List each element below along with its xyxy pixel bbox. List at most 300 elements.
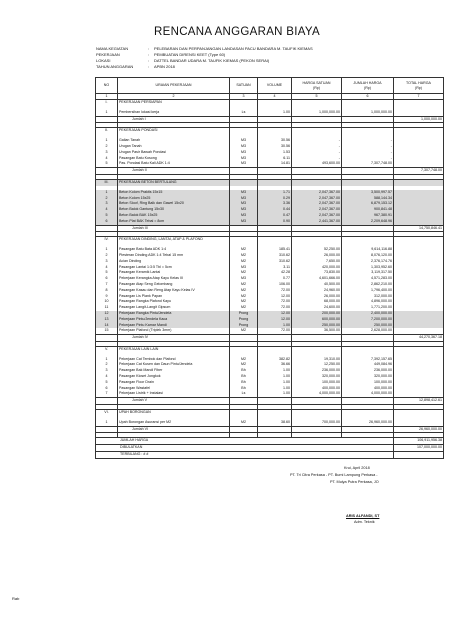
item-description: Pekerjaan Listrik + Instalasi: [118, 391, 230, 397]
subtotal-value: 14,750,846.41: [394, 225, 444, 232]
item-number: 4: [96, 374, 118, 380]
item-amount: 6,879,153.12: [342, 201, 394, 207]
item-volume: 1.00: [258, 391, 292, 397]
item-description: Pasangan Kloset Jongkok: [118, 374, 230, 380]
item-description: Pasangan Batu Bata ADK 1:4: [118, 247, 230, 253]
item-unit-price: 2,047,367.00: [292, 190, 342, 196]
item-unit: Prong: [230, 317, 258, 323]
item-unit: M2: [230, 288, 258, 294]
item-number: 7: [96, 391, 118, 397]
item-number: 13: [96, 317, 118, 323]
empty-cell: [292, 335, 342, 342]
subtotal-label: Jumlah II: [118, 168, 230, 175]
section-title: PEKERJAAN LAIN LAIN: [118, 346, 230, 352]
empty-cell: [342, 225, 394, 232]
item-description: Pasangan Floor Drain: [118, 380, 230, 386]
item-number: 3: [96, 259, 118, 265]
item-unit-price: 26,000.00: [292, 294, 342, 300]
item-number: 1: [96, 420, 118, 426]
item-description: Pekerjaan Plafond (Triplek 3mm): [118, 328, 230, 334]
item-description: Beton Kolom 15x25: [118, 196, 230, 202]
item-unit: M2: [230, 362, 258, 368]
item-volume: 12.00: [258, 317, 292, 323]
item-number: 9: [96, 294, 118, 300]
empty-cell: [96, 335, 118, 342]
item-unit: M3: [230, 201, 258, 207]
empty-cell: [258, 398, 292, 405]
item-number: 1: [96, 357, 118, 363]
item-amount: 2,400,000.00: [342, 311, 394, 317]
item-unit: M3: [230, 150, 258, 156]
document-title: RENCANA ANGGARAN BIAYA: [154, 26, 320, 38]
item-unit-price: 36,500.00: [292, 328, 342, 334]
item-volume: 0.77: [258, 276, 292, 282]
item-amount: 2,376,174.76: [342, 259, 394, 265]
item-number: 8: [96, 288, 118, 294]
meta-value: DATTEL BANDAR UDARA M. TAUFIK KIEMAS (PEKON SERAI): [154, 58, 270, 63]
empty-cell: [258, 225, 292, 232]
empty-cell: [342, 335, 394, 342]
subtotal-value: 1,000,000.00: [394, 116, 444, 123]
item-number: 10: [96, 299, 118, 305]
item-volume: 0.47: [258, 213, 292, 219]
footer-label: Rab: [12, 596, 20, 601]
item-volume: 72.00: [258, 328, 292, 334]
item-unit-price: 700,000.00: [292, 420, 342, 426]
item-unit: Bh: [230, 380, 258, 386]
item-number: 3: [96, 201, 118, 207]
empty-cell: [292, 168, 342, 175]
item-unit: Bh: [230, 386, 258, 392]
item-number: 2: [96, 144, 118, 150]
item-description: Beton Balok BAK 15x25: [118, 213, 230, 219]
item-amount: 320,000.00: [342, 374, 394, 380]
item-unit-price: 52,250.00: [292, 247, 342, 253]
item-amount: 4,571,283.00: [342, 276, 394, 282]
item-unit: M3: [230, 265, 258, 271]
item-unit-price: 2,441,367.00: [292, 219, 342, 225]
item-description: Pembersihan lokasi kerja: [118, 110, 230, 116]
subtotal-row: [96, 225, 444, 232]
header-total-harga: TOTAL HARGA (Rp): [394, 78, 444, 94]
empty-cell: [292, 398, 342, 405]
empty-cell: [96, 116, 118, 123]
item-number: 5: [96, 161, 118, 167]
empty-cell: [258, 116, 292, 123]
column-number: 2: [118, 94, 230, 100]
item-volume: 14.81: [258, 161, 292, 167]
meta-key: LOKASI: [96, 58, 111, 63]
item-number: 11: [96, 305, 118, 311]
section-title: PEKERJAAN DINDING, LANTAI, ATAP & PLAFOND: [118, 237, 230, 243]
item-volume: 72.00: [258, 288, 292, 294]
empty-cell: [230, 116, 258, 123]
grand-total-row: [96, 452, 444, 459]
item-volume: 1.00: [258, 323, 292, 329]
item-amount: 100,000.00: [342, 380, 394, 386]
section-number: IV.: [96, 237, 118, 243]
item-amount: 449,084.96: [342, 362, 394, 368]
header-volume: VOLUME: [258, 78, 292, 94]
meta-key: NAMA KEGIATAN: [96, 46, 129, 51]
item-number: 5: [96, 213, 118, 219]
empty-cell: [230, 225, 258, 232]
item-amount: 9,614,116.88: [342, 247, 394, 253]
item-number: 14: [96, 323, 118, 329]
empty-cell: [342, 116, 394, 123]
meta-value: PELEBARAN DAN PERPANJANGAN LANDASAN PACU BANDARA M. TAUFIK KIEMAS: [154, 46, 313, 51]
subtotal-row: [96, 398, 444, 405]
item-unit-price: 1,000,000.00: [292, 110, 342, 116]
item-unit-price: 400,000.00: [292, 386, 342, 392]
subtotal-row: [96, 168, 444, 175]
item-number: 2: [96, 196, 118, 202]
subtotal-label: Jumlah IV: [118, 335, 230, 342]
empty-cell: [258, 426, 292, 433]
item-volume: 42.28: [258, 270, 292, 276]
item-amount: 2,628,000.00: [342, 328, 394, 334]
subtotal-value: 44,270,367.18: [394, 335, 444, 342]
item-volume: 36.66: [258, 362, 292, 368]
empty-cell: [342, 168, 394, 175]
item-volume: 1.00: [258, 380, 292, 386]
item-number: 15: [96, 328, 118, 334]
item-unit-price: 19,310.00: [292, 357, 342, 363]
item-unit: M3: [230, 138, 258, 144]
item-description: Beton Sloof, Ring Balk dan Gawel 15x20: [118, 201, 230, 207]
empty-cell: [342, 398, 394, 405]
meta-row: [96, 64, 313, 70]
item-number: 5: [96, 270, 118, 276]
item-unit: M3: [230, 156, 258, 162]
meta-colon: :: [148, 58, 150, 63]
item-number: 1: [96, 190, 118, 196]
column-number: 6: [342, 94, 394, 100]
item-number: 4: [96, 156, 118, 162]
column-number: 1: [96, 94, 118, 100]
item-unit: M2: [230, 282, 258, 288]
item-volume: 1.53: [258, 150, 292, 156]
item-number: 1: [96, 247, 118, 253]
item-volume: 12.00: [258, 311, 292, 317]
item-description: Pasangan Wastafel: [118, 386, 230, 392]
grand-total-value: 107,000,000.00: [394, 445, 444, 452]
item-unit: M2: [230, 420, 258, 426]
item-number: 4: [96, 207, 118, 213]
item-unit: M2: [230, 294, 258, 300]
item-description: Urugan Tanah: [118, 144, 230, 150]
empty-cell: [230, 335, 258, 342]
item-unit: M2: [230, 259, 258, 265]
item-unit-price: 236,000.00: [292, 368, 342, 374]
item-volume: 106.00: [258, 282, 292, 288]
section-title: PEKERJAAN PONDASI: [118, 128, 230, 134]
item-number: 6: [96, 386, 118, 392]
subtotal-value: 7,307,748.00: [394, 168, 444, 175]
item-unit-price: 420,000.00: [292, 265, 342, 271]
item-unit-price: 73,830.00: [292, 270, 342, 276]
item-amount: 900,841.48: [342, 207, 394, 213]
item-unit: Bh: [230, 374, 258, 380]
item-volume: 0.29: [258, 196, 292, 202]
empty-cell: [96, 398, 118, 405]
item-description: Pasangan Bak Mandi Fiber: [118, 368, 230, 374]
item-description: Pasangan Atap Seng Gelombang: [118, 282, 230, 288]
item-description: Beton Kolom Praktis 15x15: [118, 190, 230, 196]
item-description: Upah Borongan Asuransi per M2: [118, 420, 230, 426]
empty-cell: [342, 426, 394, 433]
item-amount: 7,392,157.65: [342, 357, 394, 363]
header-harga-satuan: HARGA SATUAN (Rp): [292, 78, 342, 94]
item-unit: M3: [230, 190, 258, 196]
empty-cell: [258, 168, 292, 175]
item-unit-price: 2,047,367.00: [292, 201, 342, 207]
item-unit-price: 493,600.00: [292, 161, 342, 167]
item-description: Pekerjaan Pintu Kamar Mandi: [118, 323, 230, 329]
section-title: PEKERJAAN BETON BERTULANG: [118, 179, 230, 185]
item-volume: 1.00: [258, 386, 292, 392]
item-unit-price: 100,000.00: [292, 380, 342, 386]
meta-colon: :: [148, 64, 150, 69]
item-description: Plesteran Dinding ADK 1:4 Tebal 15 mm: [118, 253, 230, 259]
item-description: Beton Plat BAK Tebal = 8cm: [118, 219, 230, 225]
item-amount: 3,500,997.57: [342, 190, 394, 196]
item-unit: M3: [230, 207, 258, 213]
item-unit-price: 24,960.00: [292, 288, 342, 294]
item-description: Acian Dinding: [118, 259, 230, 265]
meta-colon: :: [148, 46, 150, 51]
item-number: 3: [96, 150, 118, 156]
item-unit-price: 600,000.00: [292, 317, 342, 323]
signature-position: Adm. Teknik: [354, 520, 375, 524]
item-volume: 0.90: [258, 219, 292, 225]
item-number: 2: [96, 362, 118, 368]
item-amount: 400,000.00: [342, 386, 394, 392]
item-amount: 4,000,000.00: [342, 391, 394, 397]
header-no: NO: [96, 78, 118, 94]
column-number: 3: [230, 94, 258, 100]
item-unit: Ls: [230, 391, 258, 397]
item-unit-price: 250,000.00: [292, 323, 342, 329]
empty-cell: [96, 426, 118, 433]
item-amount: 312,000.00: [342, 294, 394, 300]
section-number: V.: [96, 346, 118, 352]
item-unit: Ls: [230, 110, 258, 116]
header-satuan: SATUAN: [230, 78, 258, 94]
section-number: I.: [96, 100, 118, 106]
item-unit: M2: [230, 270, 258, 276]
item-unit: Prong: [230, 311, 258, 317]
item-volume: 185.41: [258, 247, 292, 253]
item-number: 7: [96, 282, 118, 288]
meta-key: PEKERJAAN: [96, 52, 120, 57]
item-amount: -: [342, 144, 394, 150]
item-volume: 1.00: [258, 110, 292, 116]
budget-table: [95, 77, 444, 459]
item-unit-price: -: [292, 156, 342, 162]
project-info: [96, 46, 313, 70]
item-description: Pasangan Batu Kosong: [118, 156, 230, 162]
item-unit-price: 320,000.00: [292, 374, 342, 380]
subtotal-label: Jumlah VI: [118, 426, 230, 433]
item-unit: M3: [230, 213, 258, 219]
item-unit: M3: [230, 161, 258, 167]
item-description: Pekerjaan Cat Kusen dan Daun Pintu/Jendela: [118, 362, 230, 368]
signature-place-date: Krui, April 2018: [344, 466, 370, 470]
section-number: II.: [96, 128, 118, 134]
item-unit: M2: [230, 305, 258, 311]
grand-total-value: [394, 452, 444, 459]
grand-total-row: [96, 438, 444, 445]
item-volume: 38.60: [258, 420, 292, 426]
column-number: 7: [394, 94, 444, 100]
item-volume: 382.82: [258, 357, 292, 363]
subtotal-label: Jumlah I: [118, 116, 230, 123]
item-amount: 2,209,648.96: [342, 219, 394, 225]
item-amount: -: [342, 150, 394, 156]
item-unit: M2: [230, 253, 258, 259]
item-volume: 310.62: [258, 253, 292, 259]
item-description: Pasangan Kasau dan Reng Atap Kayu Kelas IV: [118, 288, 230, 294]
item-unit: Bh: [230, 368, 258, 374]
item-unit-price: 26,000.00: [292, 253, 342, 259]
subtotal-row: [96, 335, 444, 342]
item-amount: 250,000.00: [342, 323, 394, 329]
item-description: Pasangan Lantai 1:3:5 Tbl = 5cm: [118, 265, 230, 271]
item-volume: 72.00: [258, 305, 292, 311]
item-number: 6: [96, 219, 118, 225]
item-volume: 30.56: [258, 144, 292, 150]
item-unit: M3: [230, 276, 258, 282]
item-description: Beton Balok Gantung 15x30: [118, 207, 230, 213]
grand-total-label: TERBILANG : # #: [96, 452, 394, 459]
item-amount: 236,000.00: [342, 368, 394, 374]
item-description: Galian Tanah: [118, 138, 230, 144]
item-volume: 72.00: [258, 299, 292, 305]
item-amount: 26,960,000.00: [342, 420, 394, 426]
item-amount: 1,771,200.00: [342, 305, 394, 311]
subtotal-row: [96, 116, 444, 123]
item-amount: -: [342, 138, 394, 144]
item-number: 4: [96, 265, 118, 271]
subtotal-value: 12,898,412.61: [394, 398, 444, 405]
meta-key: TAHUN ANGGARAN: [96, 64, 134, 69]
item-unit: M2: [230, 357, 258, 363]
item-number: 1: [96, 110, 118, 116]
item-unit-price: 7,650.00: [292, 259, 342, 265]
meta-colon: :: [148, 52, 150, 57]
empty-cell: [292, 225, 342, 232]
item-unit: M2: [230, 328, 258, 334]
item-volume: 0.44: [258, 207, 292, 213]
column-number: 5: [292, 94, 342, 100]
item-unit-price: 68,000.00: [292, 299, 342, 305]
item-number: 12: [96, 311, 118, 317]
item-unit-price: 24,600.00: [292, 305, 342, 311]
item-volume: 1.00: [258, 374, 292, 380]
item-amount: 588,144.34: [342, 196, 394, 202]
item-number: 6: [96, 276, 118, 282]
empty-cell: [292, 426, 342, 433]
item-unit: M2: [230, 247, 258, 253]
grand-total-label: DIBULATKAN: [96, 445, 394, 452]
item-amount: 4,896,000.00: [342, 299, 394, 305]
signature-company-1: PT. Tri Citra Perkasa - PT. Bumi Lampung Perkasa -: [290, 473, 378, 477]
item-volume: 12.00: [258, 294, 292, 300]
item-description: Pekerjaan Rangka Pintu/Jendela: [118, 311, 230, 317]
header-jumlah-harga: JUMLAH HARGA (Rp): [342, 78, 394, 94]
item-unit-price: 200,000.00: [292, 311, 342, 317]
grand-total-row: [96, 445, 444, 452]
item-number: 5: [96, 380, 118, 386]
item-amount: 1,000,000.00: [342, 110, 394, 116]
item-description: Pekerjaan Kerangka Atap Kayu Kelas III: [118, 276, 230, 282]
item-number: 2: [96, 253, 118, 259]
empty-cell: [258, 335, 292, 342]
empty-cell: [96, 168, 118, 175]
item-unit-price: 2,047,367.00: [292, 213, 342, 219]
item-description: Pasangan Lis Plank Papan: [118, 294, 230, 300]
item-volume: 1.00: [258, 368, 292, 374]
item-volume: 3.36: [258, 201, 292, 207]
item-unit-price: 12,250.00: [292, 362, 342, 368]
item-amount: 8,076,120.00: [342, 253, 394, 259]
item-amount: 3,119,317.50: [342, 270, 394, 276]
item-unit: M3: [230, 144, 258, 150]
grand-total-label: JUMLAH HARGA: [96, 438, 394, 445]
item-amount: 1,796,400.00: [342, 288, 394, 294]
meta-value: APBN 2018: [154, 64, 175, 69]
item-unit-price: 4,000,000.00: [292, 391, 342, 397]
item-unit-price: 4,601,666.00: [292, 276, 342, 282]
empty-cell: [292, 116, 342, 123]
item-amount: 2,862,210.00: [342, 282, 394, 288]
empty-cell: [230, 398, 258, 405]
empty-cell: [230, 426, 258, 433]
item-amount: 7,307,748.00: [342, 161, 394, 167]
item-description: Pekerjaan Cat Tembok dan Plafond: [118, 357, 230, 363]
column-number: 4: [258, 94, 292, 100]
item-description: Pasangan Langit-Langit Gipsum: [118, 305, 230, 311]
item-description: Urugan Pasir Bawah Pondasi: [118, 150, 230, 156]
item-amount: 1,303,952.60: [342, 265, 394, 271]
section-title: UPAH BORONGAN: [118, 410, 230, 416]
meta-value: PEMBUATAN DIRENSI KEET (Type 60): [154, 52, 226, 57]
item-unit: Prong: [230, 323, 258, 329]
subtotal-value: 26,960,000.00: [394, 426, 444, 433]
item-volume: 1.71: [258, 190, 292, 196]
grand-total-value: 106,911,956.38: [394, 438, 444, 445]
item-unit: M3: [230, 219, 258, 225]
section-number: III.: [96, 179, 118, 185]
item-volume: 3.11: [258, 265, 292, 271]
subtotal-label: Jumlah III: [118, 225, 230, 232]
item-description: Pasangan Keramik Lantai: [118, 270, 230, 276]
item-amount: 7,200,000.00: [342, 317, 394, 323]
header-uraian: URAIAN PEKERJAAN: [118, 78, 230, 94]
empty-cell: [230, 168, 258, 175]
item-amount: -: [342, 156, 394, 162]
item-number: 3: [96, 368, 118, 374]
subtotal-label: Jumlah V: [118, 398, 230, 405]
subtotal-row: [96, 426, 444, 433]
item-unit-price: 2,047,367.00: [292, 207, 342, 213]
item-description: Pas. Pondasi Batu Kali ADK 1:4: [118, 161, 230, 167]
item-unit-price: -: [292, 138, 342, 144]
item-unit: M3: [230, 196, 258, 202]
item-volume: 310.62: [258, 259, 292, 265]
section-title: PEKERJAAN PERSIAPAN: [118, 100, 230, 106]
